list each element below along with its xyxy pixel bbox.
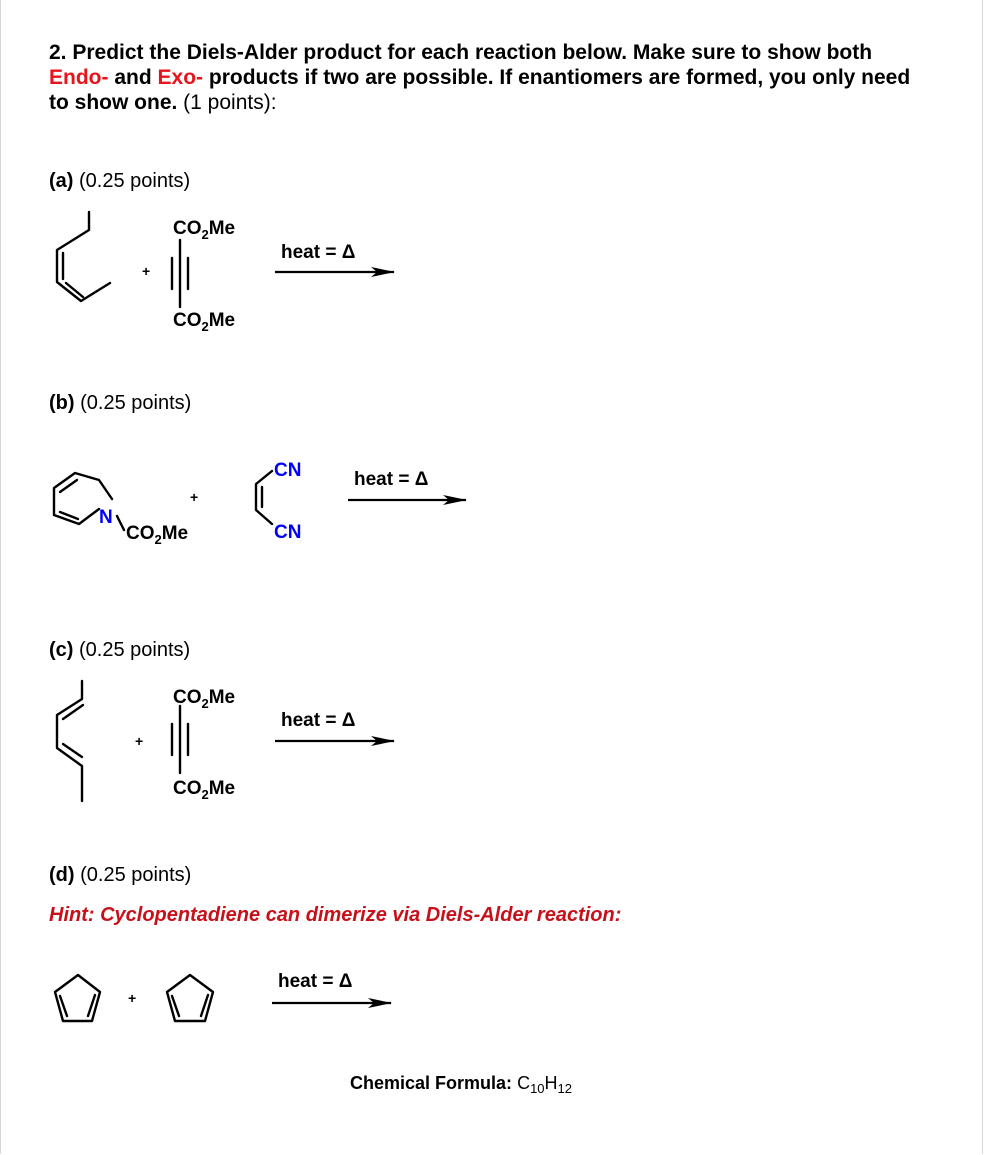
condition-b: heat = Δ xyxy=(354,469,429,490)
carbamate-b: $CO_2Me$ xyxy=(126,523,189,547)
diene-a xyxy=(57,212,110,301)
part-c-label: (c) xyxy=(49,639,74,661)
question-text-b: and xyxy=(114,66,152,89)
part-d-label: (d) xyxy=(49,864,75,886)
ester-bottom-c: $CO_2Me$ xyxy=(173,778,236,802)
diene-c xyxy=(57,681,83,801)
question-text-c: products if two are possible. If enantiomers are formed, you only need to show one. xyxy=(49,66,911,114)
diene-b xyxy=(54,473,124,530)
ester-top-c: $CO_2Me$ xyxy=(173,687,236,711)
hint-text: Hint: Cyclopentadiene can dimerize via Diels-Alder reaction: xyxy=(49,904,622,926)
formula-label: Chemical Formula: xyxy=(350,1073,513,1093)
part-a-label: (a) xyxy=(49,170,74,192)
ester-top-a: $CO_2Me$ xyxy=(173,218,236,242)
plus-sign-a: + xyxy=(142,263,151,279)
part-c-points: (0.25 points) xyxy=(79,639,191,661)
condition-a: heat = Δ xyxy=(281,242,356,263)
question-points: (1 points): xyxy=(183,91,277,114)
condition-d: heat = Δ xyxy=(278,971,353,992)
part-d-points: (0.25 points) xyxy=(80,864,192,886)
formula-c-count: 10 xyxy=(530,1081,545,1096)
condition-c: heat = Δ xyxy=(281,710,356,731)
part-a-points: (0.25 points) xyxy=(79,170,191,192)
plus-sign-d: + xyxy=(128,990,137,1006)
plus-sign-b: + xyxy=(190,489,199,505)
ester-bottom-a: $CO_2Me$ xyxy=(173,310,236,334)
part-b-label: (b) xyxy=(49,392,75,414)
nitrile-bottom-b: CN xyxy=(274,522,302,543)
formula-h: H xyxy=(544,1073,558,1093)
nitrogen-atom-b: N xyxy=(99,507,113,528)
cyclopentadiene-right xyxy=(167,975,213,1021)
dienophile-a xyxy=(172,240,188,307)
endo-keyword: Endo- xyxy=(49,66,109,89)
part-b-points: (0.25 points) xyxy=(80,392,192,414)
plus-sign-c: + xyxy=(135,733,144,749)
dienophile-b xyxy=(256,471,272,524)
dienophile-c xyxy=(172,706,188,773)
question-text-a: Predict the Diels-Alder product for each reaction below. Make sure to show both xyxy=(72,41,873,64)
cyclopentadiene-left xyxy=(55,975,100,1021)
formula-h-count: 12 xyxy=(557,1081,572,1096)
formula-c: C xyxy=(517,1073,531,1093)
nitrile-top-b: CN xyxy=(274,460,302,481)
exo-keyword: Exo- xyxy=(157,66,204,89)
question-number: 2. xyxy=(49,41,67,64)
